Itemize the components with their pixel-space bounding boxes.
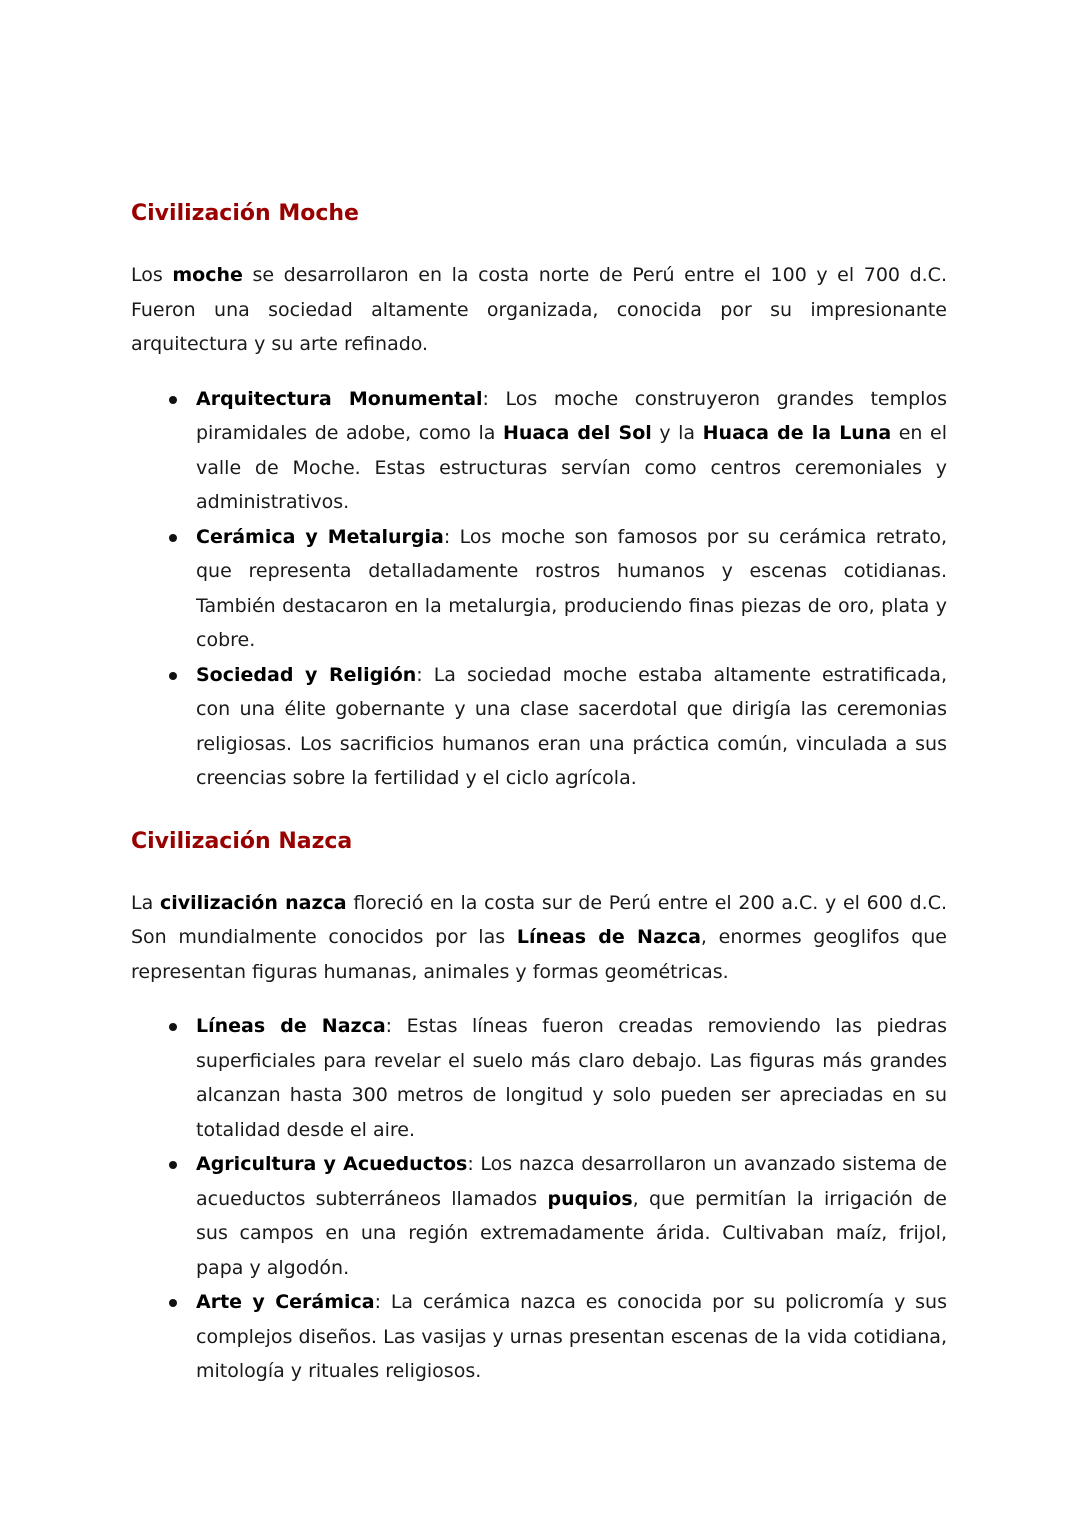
section-title-moche: Civilización Moche [131,201,359,226]
list-item-arquitectura: Arquitectura Monumental: Los moche construyeron grandes templos piramidales de adobe, como la Huaca del Sol y la Huaca de la Luna en el valle de Moche. Estas estructuras servían como centros ceremoniales y administrativos. [131,382,947,520]
bullet-icon [169,534,177,542]
bullet-icon [169,1161,177,1169]
document-page [131,196,947,1389]
list-item-ceramica-metalurgia: Cerámica y Metalurgia: Los moche son famosos por su cerámica retrato, que representa detalladamente rostros humanos y escenas cotidianas. También destacaron en la metalurgia, produciendo finas piezas de oro, plata y cobre. [131,520,947,658]
section-nazca [131,824,947,1389]
intro-paragraph-nazca: La civilización nazca floreció en la costa sur de Perú entre el 200 a.C. y el 600 d.C. Son mundialmente conocidos por las Líneas de Nazca, enormes geoglifos que representan figuras humanas, animales y formas geométricas. [131,891,948,983]
bullet-icon [169,1299,177,1307]
list-item-sociedad-religion: Sociedad y Religión: La sociedad moche estaba altamente estratificada, con una élite gobernante y una clase sacerdotal que dirigía las ceremonias religiosas. Los sacrificios humanos eran una práctica común, vinculada a sus creencias sobre la fertilidad y el ciclo agrícola. [131,658,947,796]
bullet-icon [169,1023,177,1031]
list-item-agricultura-acueductos: Agricultura y Acueductos: Los nazca desarrollaron un avanzado sistema de acueductos subterráneos llamados puquios, que permitían la irrigación de sus campos en una región extremadamente árida. Cultivaban maíz, frijol, papa y algodón. [131,1147,947,1285]
section-moche [131,196,947,796]
bullet-list-moche [131,382,947,796]
bullet-icon [169,672,177,680]
bullet-list-nazca [131,1009,947,1389]
intro-paragraph-moche: Los moche se desarrollaron en la costa norte de Perú entre el 100 y el 700 d.C. Fueron una sociedad altamente organizada, conocida por su impresionante arquitectura y su arte refinado. [131,264,947,355]
section-title-nazca: Civilización Nazca [131,828,353,854]
bullet-icon [169,396,177,404]
list-item-lineas-nazca: Líneas de Nazca: Estas líneas fueron creadas removiendo las piedras superficiales para revelar el suelo más claro debajo. Las figuras más grandes alcanzan hasta 300 metros de longitud y solo pueden ser apreciadas en su totalidad desde el aire. [131,1009,947,1147]
list-item-arte-ceramica: Arte y Cerámica: La cerámica nazca es conocida por su policromía y sus complejos diseños. Las vasijas y urnas presentan escenas de la vida cotidiana, mitología y rituales religiosos. [131,1285,947,1389]
